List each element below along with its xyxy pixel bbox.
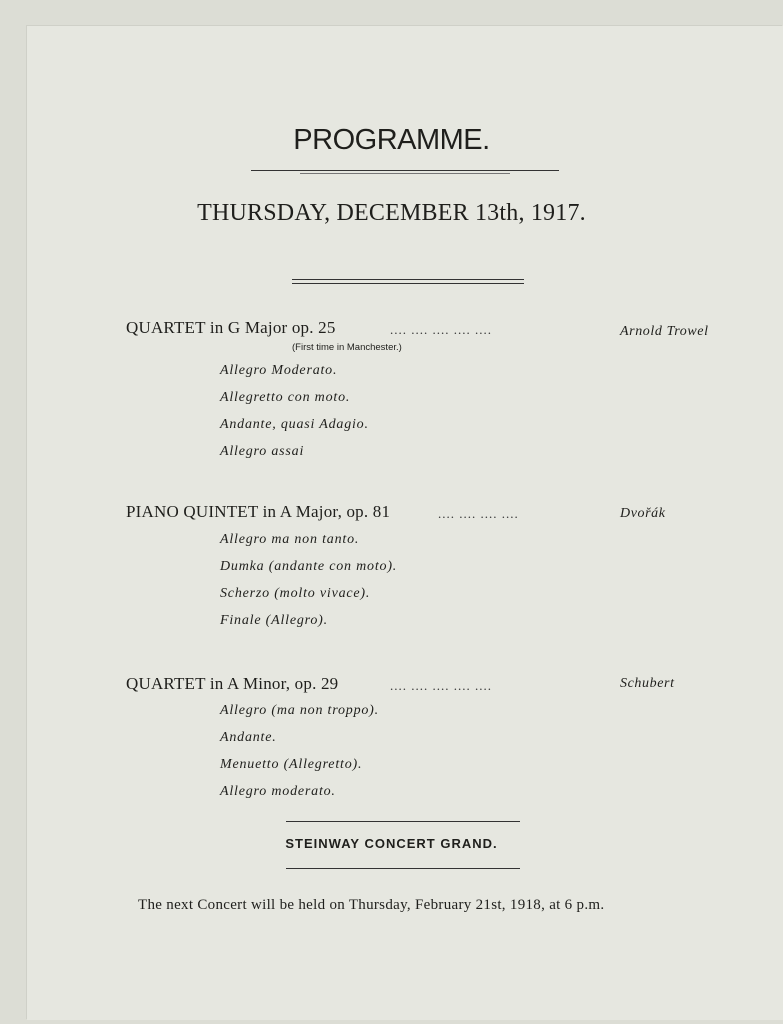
work-2-composer: Dvořák xyxy=(620,506,666,521)
work-1-composer: Arnold Trowel xyxy=(620,324,709,339)
heading-rule-inner xyxy=(300,173,510,174)
work-1-note: (First time in Manchester.) xyxy=(292,342,402,353)
work-1-leader: .... .... .... .... .... xyxy=(390,322,492,337)
work-3-movement-4: Allegro moderato. xyxy=(220,784,336,799)
work-1-movement-2: Allegretto con moto. xyxy=(220,390,351,405)
concert-date: THURSDAY, DECEMBER 13th, 1917. xyxy=(197,200,586,226)
work-2-leader: .... .... .... .... xyxy=(438,506,519,521)
work-3-movement-3: Menuetto (Allegretto). xyxy=(220,757,363,772)
programme-heading: PROGRAMME. xyxy=(293,124,490,156)
work-3-composer: Schubert xyxy=(620,676,675,691)
piano-credit: STEINWAY CONCERT GRAND. xyxy=(285,836,498,851)
date-rule-bottom xyxy=(292,283,524,284)
date-rule-top xyxy=(292,279,524,280)
work-2-movement-4: Finale (Allegro). xyxy=(220,613,328,628)
work-1-movement-4: Allegro assai xyxy=(220,444,305,459)
next-concert-notice: The next Concert will be held on Thursday, February 21st, 1918, at 6 p.m. xyxy=(138,897,605,913)
piano-rule-top xyxy=(286,821,520,822)
work-3-title: QUARTET in A Minor, op. 29 xyxy=(126,674,339,693)
work-3-movement-2: Andante. xyxy=(220,730,277,745)
work-1-movement-1: Allegro Moderato. xyxy=(220,363,338,378)
work-3-movement-1: Allegro (ma non troppo). xyxy=(220,703,379,718)
work-1-movement-3: Andante, quasi Adagio. xyxy=(220,417,369,432)
work-2-movement-1: Allegro ma non tanto. xyxy=(220,532,360,547)
heading-rule xyxy=(251,170,559,171)
work-3-leader: .... .... .... .... .... xyxy=(390,678,492,693)
work-2-movement-2: Dumka (andante con moto). xyxy=(220,559,398,574)
work-2-movement-3: Scherzo (molto vivace). xyxy=(220,586,371,601)
work-2-title: PIANO QUINTET in A Major, op. 81 xyxy=(126,502,391,521)
work-1-title: QUARTET in G Major op. 25 xyxy=(126,318,336,337)
programme-sheet xyxy=(27,26,783,1020)
piano-rule-bottom xyxy=(286,868,520,869)
